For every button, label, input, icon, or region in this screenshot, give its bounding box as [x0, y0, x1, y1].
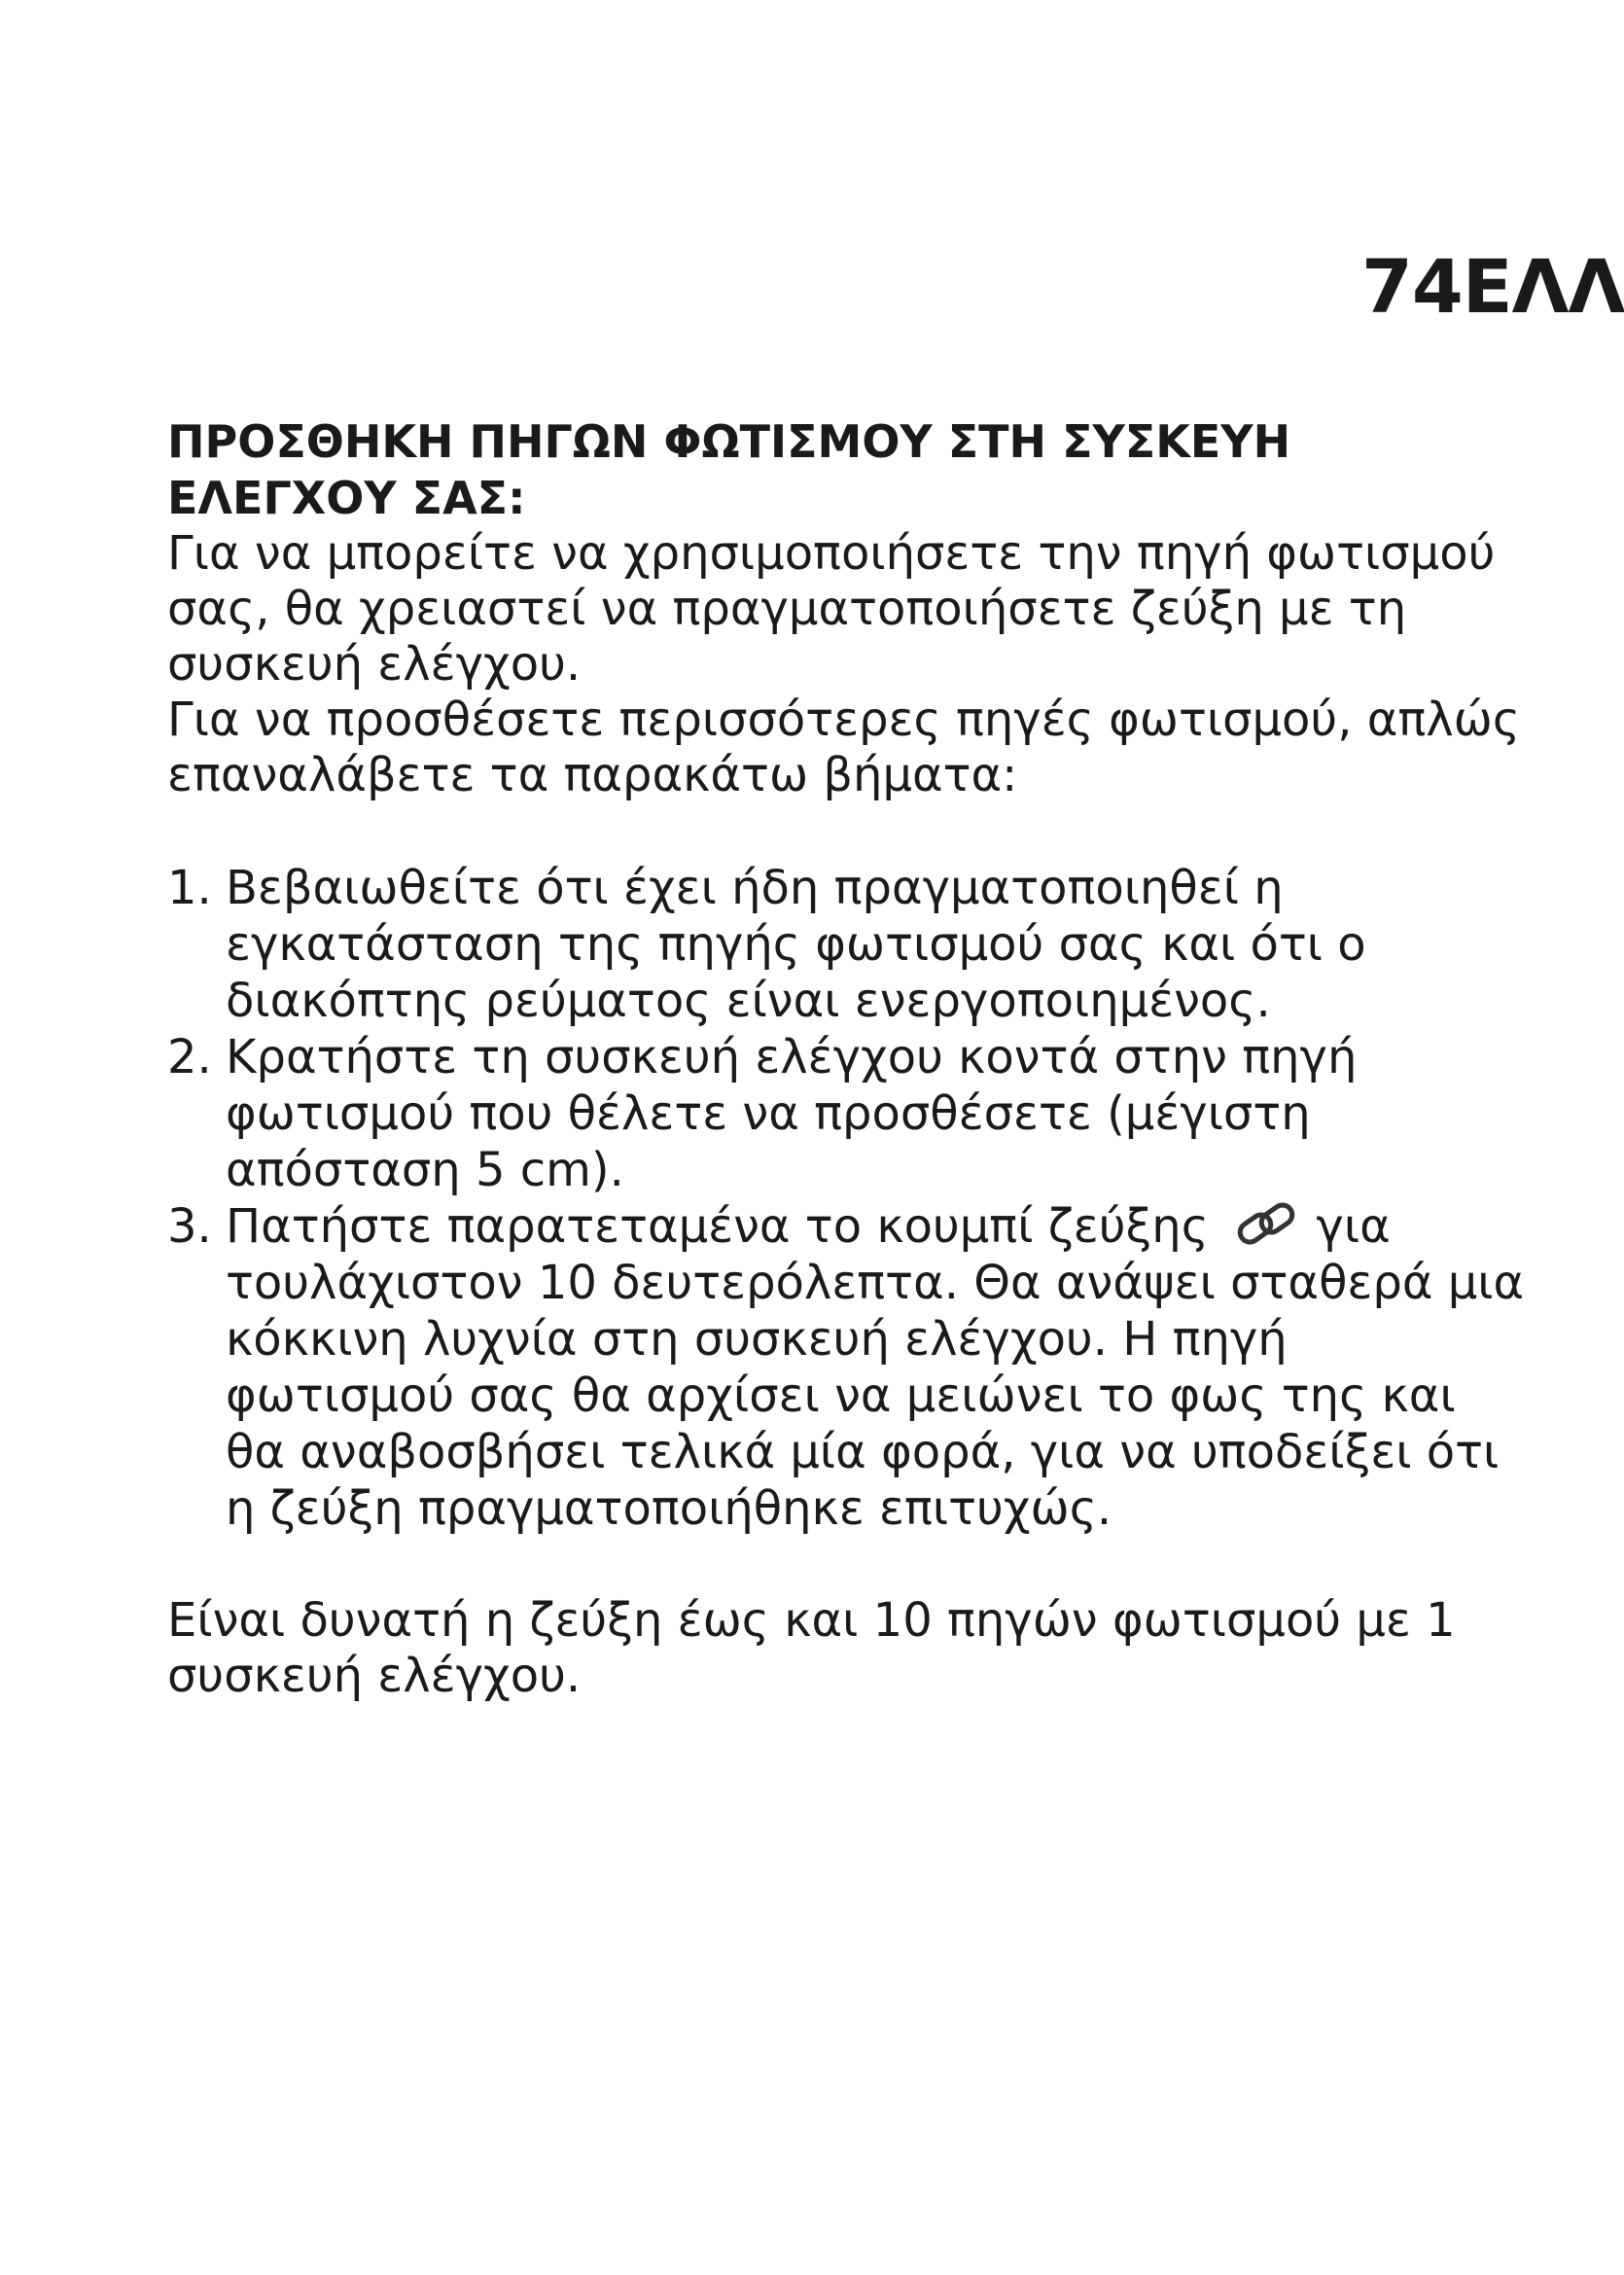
step-text: Κρατήστε τη συσκευή ελέγχου κοντά στην πηγή φωτισμού που θέλετε να προσθέσετε (μέγιστη απόσταση 5 cm).	[226, 1030, 1358, 1197]
step-number: 1.	[167, 861, 212, 915]
link-icon	[1233, 1199, 1301, 1250]
intro-paragraph-1: Για να μπορείτε να χρησιμοποιήσετε την πηγή φωτισμού σας, θα χρειαστεί να πραγματοποιήσετε ζεύξη με τη συσκευή ελέγχου.	[167, 526, 1496, 692]
page-header	[1361, 243, 1624, 331]
step-text: Βεβαιωθείτε ότι έχει ήδη πραγματοποιηθεί η εγκατάσταση της πηγής φωτισμού σας και ότι ο διακόπτης ρεύματος είναι ενεργοποιημένος.	[226, 861, 1366, 1028]
step-number: 2.	[167, 1030, 212, 1084]
closing-paragraph: Είναι δυνατή η ζεύξη έως και 10 πηγών φωτισμού με 1 συσκευή ελέγχου.	[167, 1593, 1456, 1703]
step-text-before-icon: Πατήστε παρατεταμένα το κουμπί ζεύξης	[226, 1199, 1209, 1254]
step-text-after-icon: για τουλάχιστον 10 δευτερόλεπτα. Θα ανάψει σταθερά μια κόκκινη λυχνία στη συσκευή ελέγχου. Η πηγή φωτισμού σας θα αρχίσει να μειώνει το φως της και θα αναβοσβήσει τελικά μία φορά, για να υποδείξει ότι η ζεύξη πραγματοποιήθηκε επιτυχώς.	[226, 1199, 1525, 1536]
spacer	[167, 803, 1529, 860]
intro-paragraph-2: Για να προσθέσετε περισσότερες πηγές φωτισμού, απλώς επαναλάβετε τα παρακάτω βήματα:	[167, 693, 1521, 802]
step-2	[167, 1029, 1529, 1198]
spacer	[167, 1537, 1529, 1593]
step-3	[167, 1198, 1529, 1537]
section-heading: ΠΡΟΣΘΗΚΗ ΠΗΓΩΝ ΦΩΤΙΣΜΟΥ ΣΤΗ ΣΥΣΚΕΥΗ ΕΛΕΓΧΟΥ ΣΑΣ:	[167, 415, 1291, 524]
step-number: 3.	[167, 1199, 212, 1254]
steps-list	[167, 860, 1529, 1537]
main-content	[167, 413, 1529, 1704]
page-number: 74ΕΛΛ	[1361, 243, 1624, 330]
step-1	[167, 860, 1529, 1029]
